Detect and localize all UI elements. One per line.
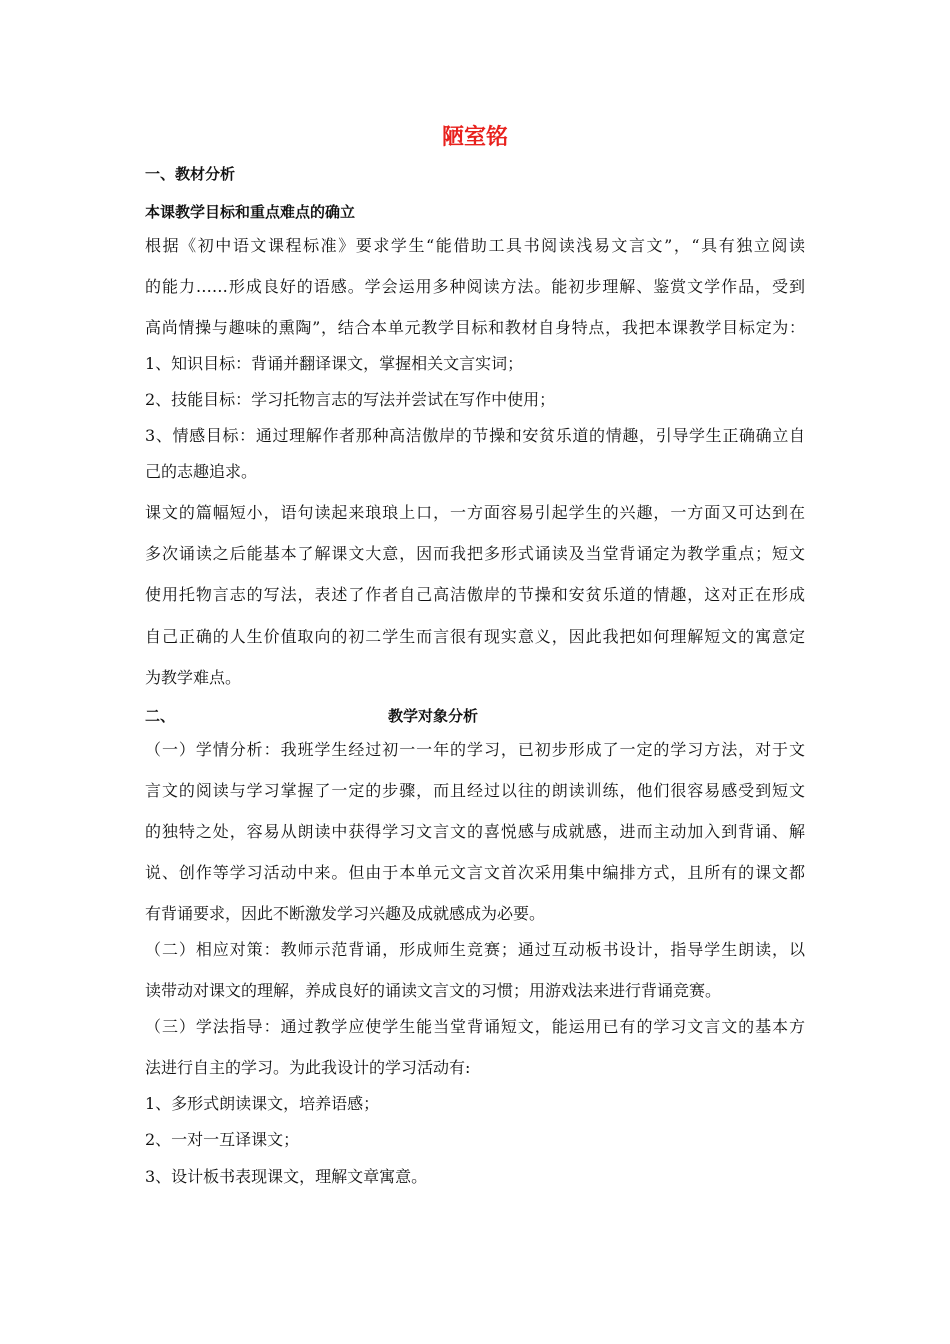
section1-subheading: 本课教学目标和重点难点的确立 <box>145 203 356 221</box>
paragraph-line: 课文的篇幅短小，语句读起来琅琅上口，一方面容易引起学生的兴趣，一方面又可达到在 <box>145 503 805 522</box>
goal-emotion-cont: 己的志趣追求。 <box>145 462 258 481</box>
paragraph-line: （二）相应对策：教师示范背诵，形成师生竞赛；通过互动板书设计，指导学生朗读，以 <box>145 940 805 959</box>
activity-item: 3、设计板书表现课文，理解文章寓意。 <box>145 1167 428 1186</box>
paragraph-line: 法进行自主的学习。为此我设计的学习活动有: <box>145 1058 471 1077</box>
section2-number: 二、 <box>145 707 176 725</box>
paragraph-line: 言文的阅读与学习掌握了一定的步骤，而且经过以往的朗读训练，他们很容易感受到短文 <box>145 781 805 800</box>
paragraph-line: 读带动对课文的理解，养成良好的诵读文言文的习惯；用游戏法来进行背诵竞赛。 <box>145 981 722 1000</box>
goal-knowledge: 1、知识目标：背诵并翻译课文，掌握相关文言实词； <box>145 354 524 373</box>
paragraph-line: 自己正确的人生价值取向的初二学生而言很有现实意义，因此我把如何理解短文的寓意定 <box>145 627 805 646</box>
paragraph-line: 的独特之处，容易从朗读中获得学习文言文的喜悦感与成就感，进而主动加入到背诵、解 <box>145 822 805 841</box>
paragraph-line: （三）学法指导：通过教学应使学生能当堂背诵短文，能运用已有的学习文言文的基本方 <box>145 1017 805 1036</box>
page-title: 陋室铭 <box>441 125 508 150</box>
section1-heading: 一、教材分析 <box>145 165 236 183</box>
paragraph-line: 高尚情操与趣味的熏陶”，结合本单元教学目标和教材自身特点，我把本课教学目标定为： <box>145 318 805 337</box>
goal-skill: 2、技能目标：学习托物言志的写法并尝试在写作中使用； <box>145 390 556 409</box>
paragraph-line: 根据《初中语文课程标准》要求学生“能借助工具书阅读浅易文言文”，“具有独立阅读 <box>145 236 805 255</box>
paragraph-line: 的能力……形成良好的语感。学会运用多种阅读方法。能初步理解、鉴赏文学作品，受到 <box>145 277 805 296</box>
activity-item: 1、多形式朗读课文，培养语感； <box>145 1094 380 1113</box>
paragraph-line: （一）学情分析：我班学生经过初一一年的学习，已初步形成了一定的学习方法，对于文 <box>145 740 805 759</box>
activity-item: 2、一对一互译课文； <box>145 1130 300 1149</box>
paragraph-line: 多次诵读之后能基本了解课文大意，因而我把多形式诵读及当堂背诵定为教学重点；短文 <box>145 544 805 563</box>
paragraph-line: 为教学难点。 <box>145 668 242 687</box>
goal-emotion: 3、情感目标：通过理解作者那种高洁傲岸的节操和安贫乐道的情趣，引导学生正确确立自 <box>145 426 805 445</box>
paragraph-line: 有背诵要求，因此不断激发学习兴趣及成就感成为必要。 <box>145 904 546 923</box>
paragraph-line: 使用托物言志的写法，表述了作者自己高洁傲岸的节操和安贫乐道的情趣，这对正在形成 <box>145 585 805 604</box>
section2-heading: 教学对象分析 <box>388 707 479 725</box>
paragraph-line: 说、创作等学习活动中来。但由于本单元文言文首次采用集中编排方式，且所有的课文都 <box>145 863 805 882</box>
